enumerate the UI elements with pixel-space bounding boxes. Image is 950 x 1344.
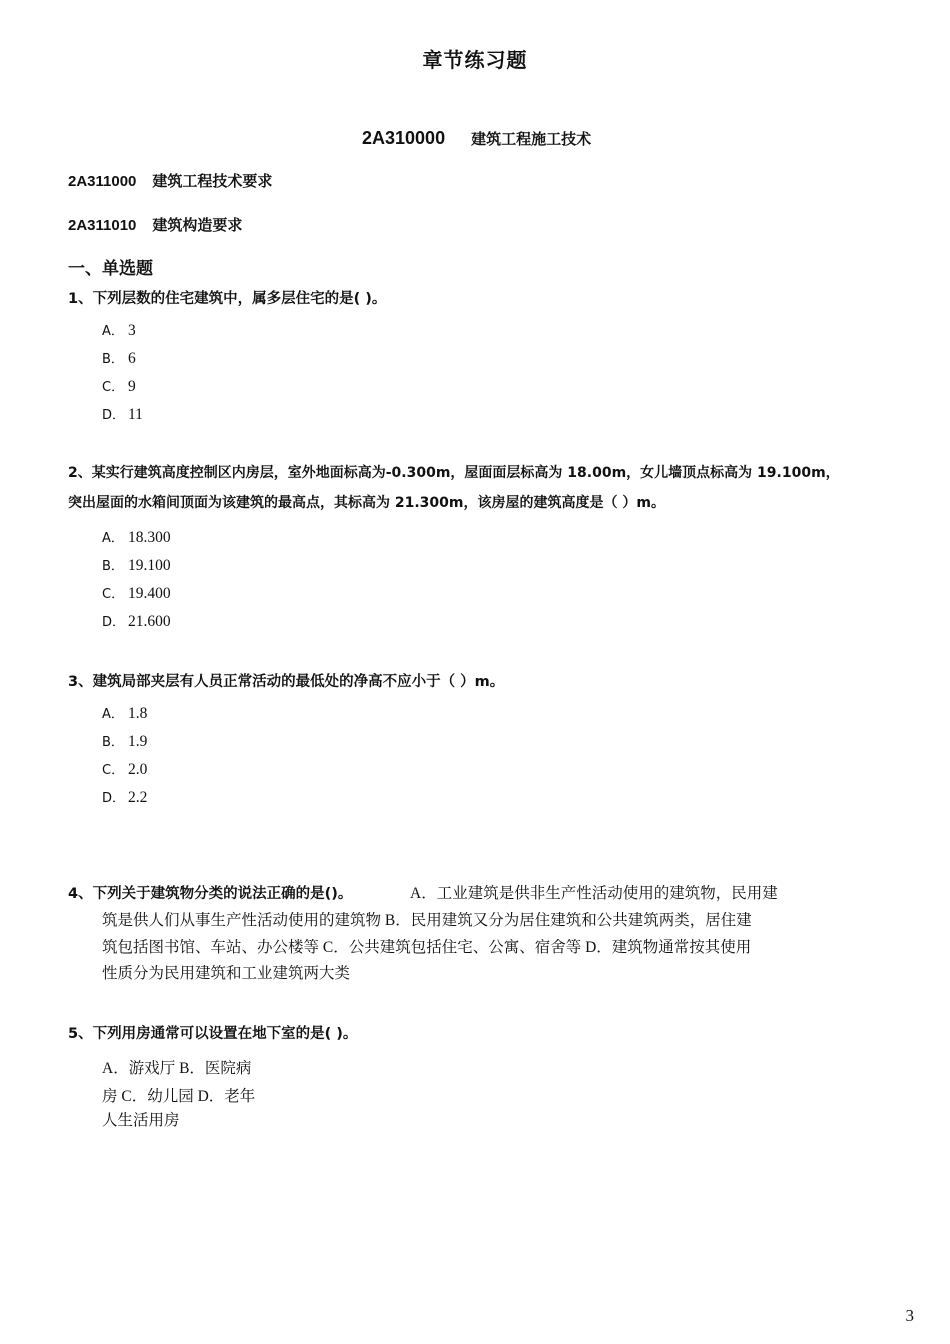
- option-value: 6: [128, 350, 136, 367]
- question-3-option: [102, 759, 147, 779]
- page-number: 3: [905, 1306, 914, 1325]
- option-label: C．: [102, 380, 125, 395]
- section-code: 2A311010: [68, 217, 137, 234]
- option-label: C．: [102, 587, 125, 602]
- option-value: 1.9: [128, 733, 148, 750]
- question-4-line-2: 筑是供人们从事生产性活动使用的建筑物 B．民用建筑又分为居住建筑和公共建筑两类，居住建: [102, 912, 752, 929]
- option-value: 2.2: [128, 789, 148, 806]
- section-heading-2: [68, 214, 242, 235]
- chapter-heading: [362, 128, 591, 149]
- question-2-option: [102, 583, 171, 603]
- question-2-stem-line-2: 突出屋面的水箱间顶面为该建筑的最高点，其标高为 21.300m，该房屋的建筑高度是（ ）m。: [68, 495, 665, 511]
- section-code: 2A311000: [68, 173, 137, 190]
- option-value: 2.0: [128, 761, 148, 778]
- question-3-option: [102, 703, 147, 723]
- question-5-line-2: 房 C．幼儿园 D．老年: [102, 1088, 256, 1105]
- question-2-option: [102, 611, 171, 631]
- option-value: 21.600: [128, 613, 171, 630]
- question-1-option: [102, 348, 136, 368]
- option-label: D．: [102, 791, 126, 806]
- question-2-stem-line-1: 2、某实行建筑高度控制区内房层，室外地面标高为-0.300m，屋面面层标高为 18.00m，女儿墙顶点标高为 19.100m，: [68, 465, 840, 481]
- question-4-line-3: 筑包括图书馆、车站、办公楼等 C．公共建筑包括住宅、公寓、宿舍等 D．建筑物通常按其使用: [102, 939, 752, 956]
- option-value: 3: [128, 322, 136, 339]
- option-label: C．: [102, 763, 125, 778]
- question-3-option: [102, 731, 147, 751]
- question-4-line-1: A．工业建筑是供非生产性活动使用的建筑物，民用建: [410, 885, 778, 902]
- section-name: 建筑工程技术要求: [152, 172, 273, 190]
- question-3-option: [102, 787, 147, 807]
- question-5-line-1: A．游戏厅 B．医院病: [102, 1060, 252, 1077]
- option-value: 11: [128, 406, 143, 423]
- section-heading-1: [68, 170, 272, 191]
- section-name: 建筑构造要求: [152, 216, 243, 234]
- option-value: 19.100: [128, 557, 171, 574]
- question-2-option: [102, 555, 171, 575]
- option-value: 19.400: [128, 585, 171, 602]
- option-label: A．: [102, 707, 124, 722]
- question-2-option: [102, 527, 171, 547]
- option-value: 18.300: [128, 529, 171, 546]
- question-4-line-4: 性质分为民用建筑和工业建筑两大类: [102, 965, 351, 982]
- option-label: B．: [102, 559, 124, 574]
- question-1-option: [102, 320, 136, 340]
- question-1-option: [102, 404, 143, 424]
- option-value: 9: [128, 378, 136, 395]
- option-label: D．: [102, 408, 126, 423]
- question-type-heading: 一、单选题: [68, 259, 153, 279]
- question-5-stem: 5、下列用房通常可以设置在地下室的是( )。: [68, 1026, 358, 1042]
- option-value: 1.8: [128, 705, 148, 722]
- option-label: D．: [102, 615, 126, 630]
- question-3-stem: 3、建筑局部夹层有人员正常活动的最低处的净高不应小于（ ）m。: [68, 674, 505, 690]
- chapter-code: 2A310000: [362, 128, 446, 148]
- option-label: B．: [102, 352, 124, 367]
- chapter-name: 建筑工程施工技术: [471, 130, 592, 148]
- question-4-stem: 4、下列关于建筑物分类的说法正确的是()。: [68, 886, 353, 902]
- question-1-option: [102, 376, 136, 396]
- question-5-line-3: 人生活用房: [102, 1112, 180, 1129]
- question-1-stem: 1、下列层数的住宅建筑中，属多层住宅的是( )。: [68, 291, 387, 307]
- page-title: 章节练习题: [422, 48, 528, 72]
- option-label: B．: [102, 735, 124, 750]
- option-label: A．: [102, 324, 124, 339]
- option-label: A．: [102, 531, 124, 546]
